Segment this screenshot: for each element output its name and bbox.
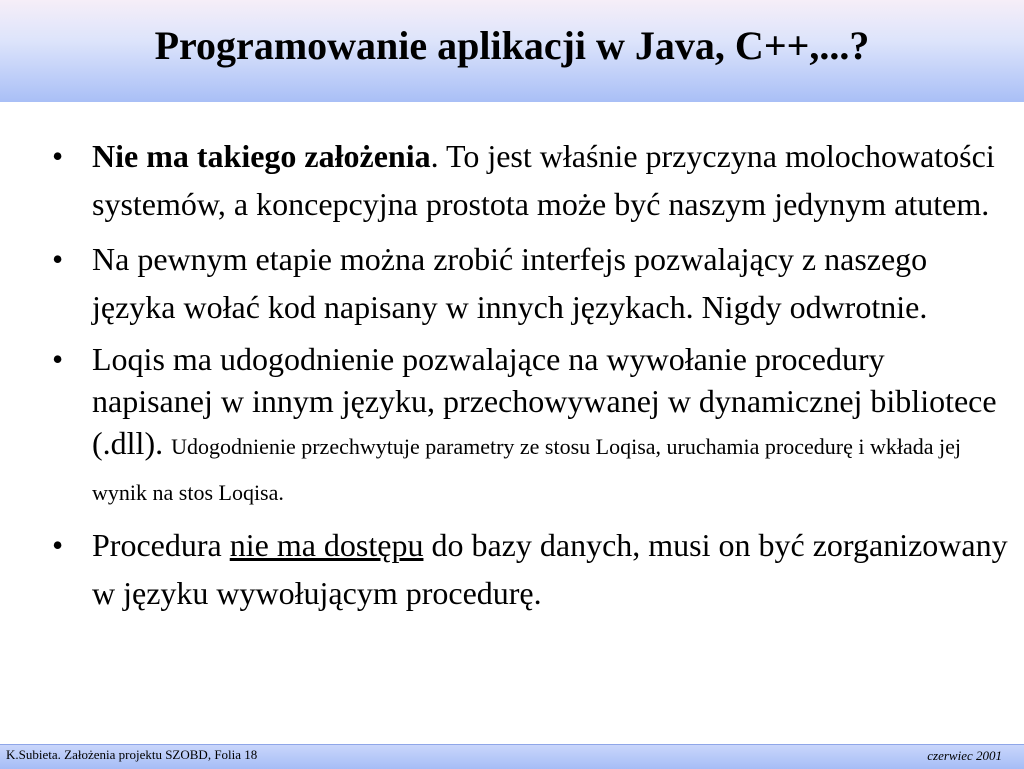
bullet-1-text: . To jest właśnie przyczyna molochowatości systemów, a koncepcyjna prostota może być naszym jedynym atutem.: [92, 138, 995, 222]
bullet-dot-icon: •: [52, 138, 64, 174]
footer-date: czerwiec 2001: [927, 748, 1002, 763]
bullet-dot-icon: •: [52, 527, 64, 563]
bullet-item-2: [52, 235, 1012, 331]
slide-title: Programowanie aplikacji w Java, C++,...?: [154, 23, 870, 68]
bullet-dot-icon: •: [52, 241, 64, 277]
bullet-item-3: [52, 338, 1012, 514]
bullet-dot-icon: •: [52, 341, 64, 377]
footer-author: K.Subieta. Założenia projektu SZOBD, Folia 18: [6, 747, 258, 762]
bullet-1-bold: Nie ma takiego założenia: [92, 138, 431, 174]
bullet-3-text: Loqis ma udogodnienie pozwalające na wywołanie procedury napisanej w innym języku, przechowywanej w dynamicznej bibliotece (.dll).: [92, 341, 997, 461]
bullet-item-4: [52, 521, 1012, 617]
bullet-list: [52, 132, 1012, 624]
bullet-item-1: [52, 132, 1012, 228]
bullet-4-post: do bazy danych, musi on być zorganizowany w języku wywołującym procedurę.: [92, 527, 1008, 611]
bullet-4-pre: Procedura: [92, 527, 230, 563]
bullet-2-text: Na pewnym etapie można zrobić interfejs pozwalający z naszego języka wołać kod napisany w innych językach. Nigdy odwrotnie.: [92, 241, 928, 325]
bullet-4-underlined: nie ma dostępu: [229, 527, 424, 563]
bullet-3-small-text: Udogodnienie przechwytuje parametry ze stosu Loqisa, uruchamia procedurę i wkłada jej wynik na stos Loqisa.: [92, 434, 961, 505]
